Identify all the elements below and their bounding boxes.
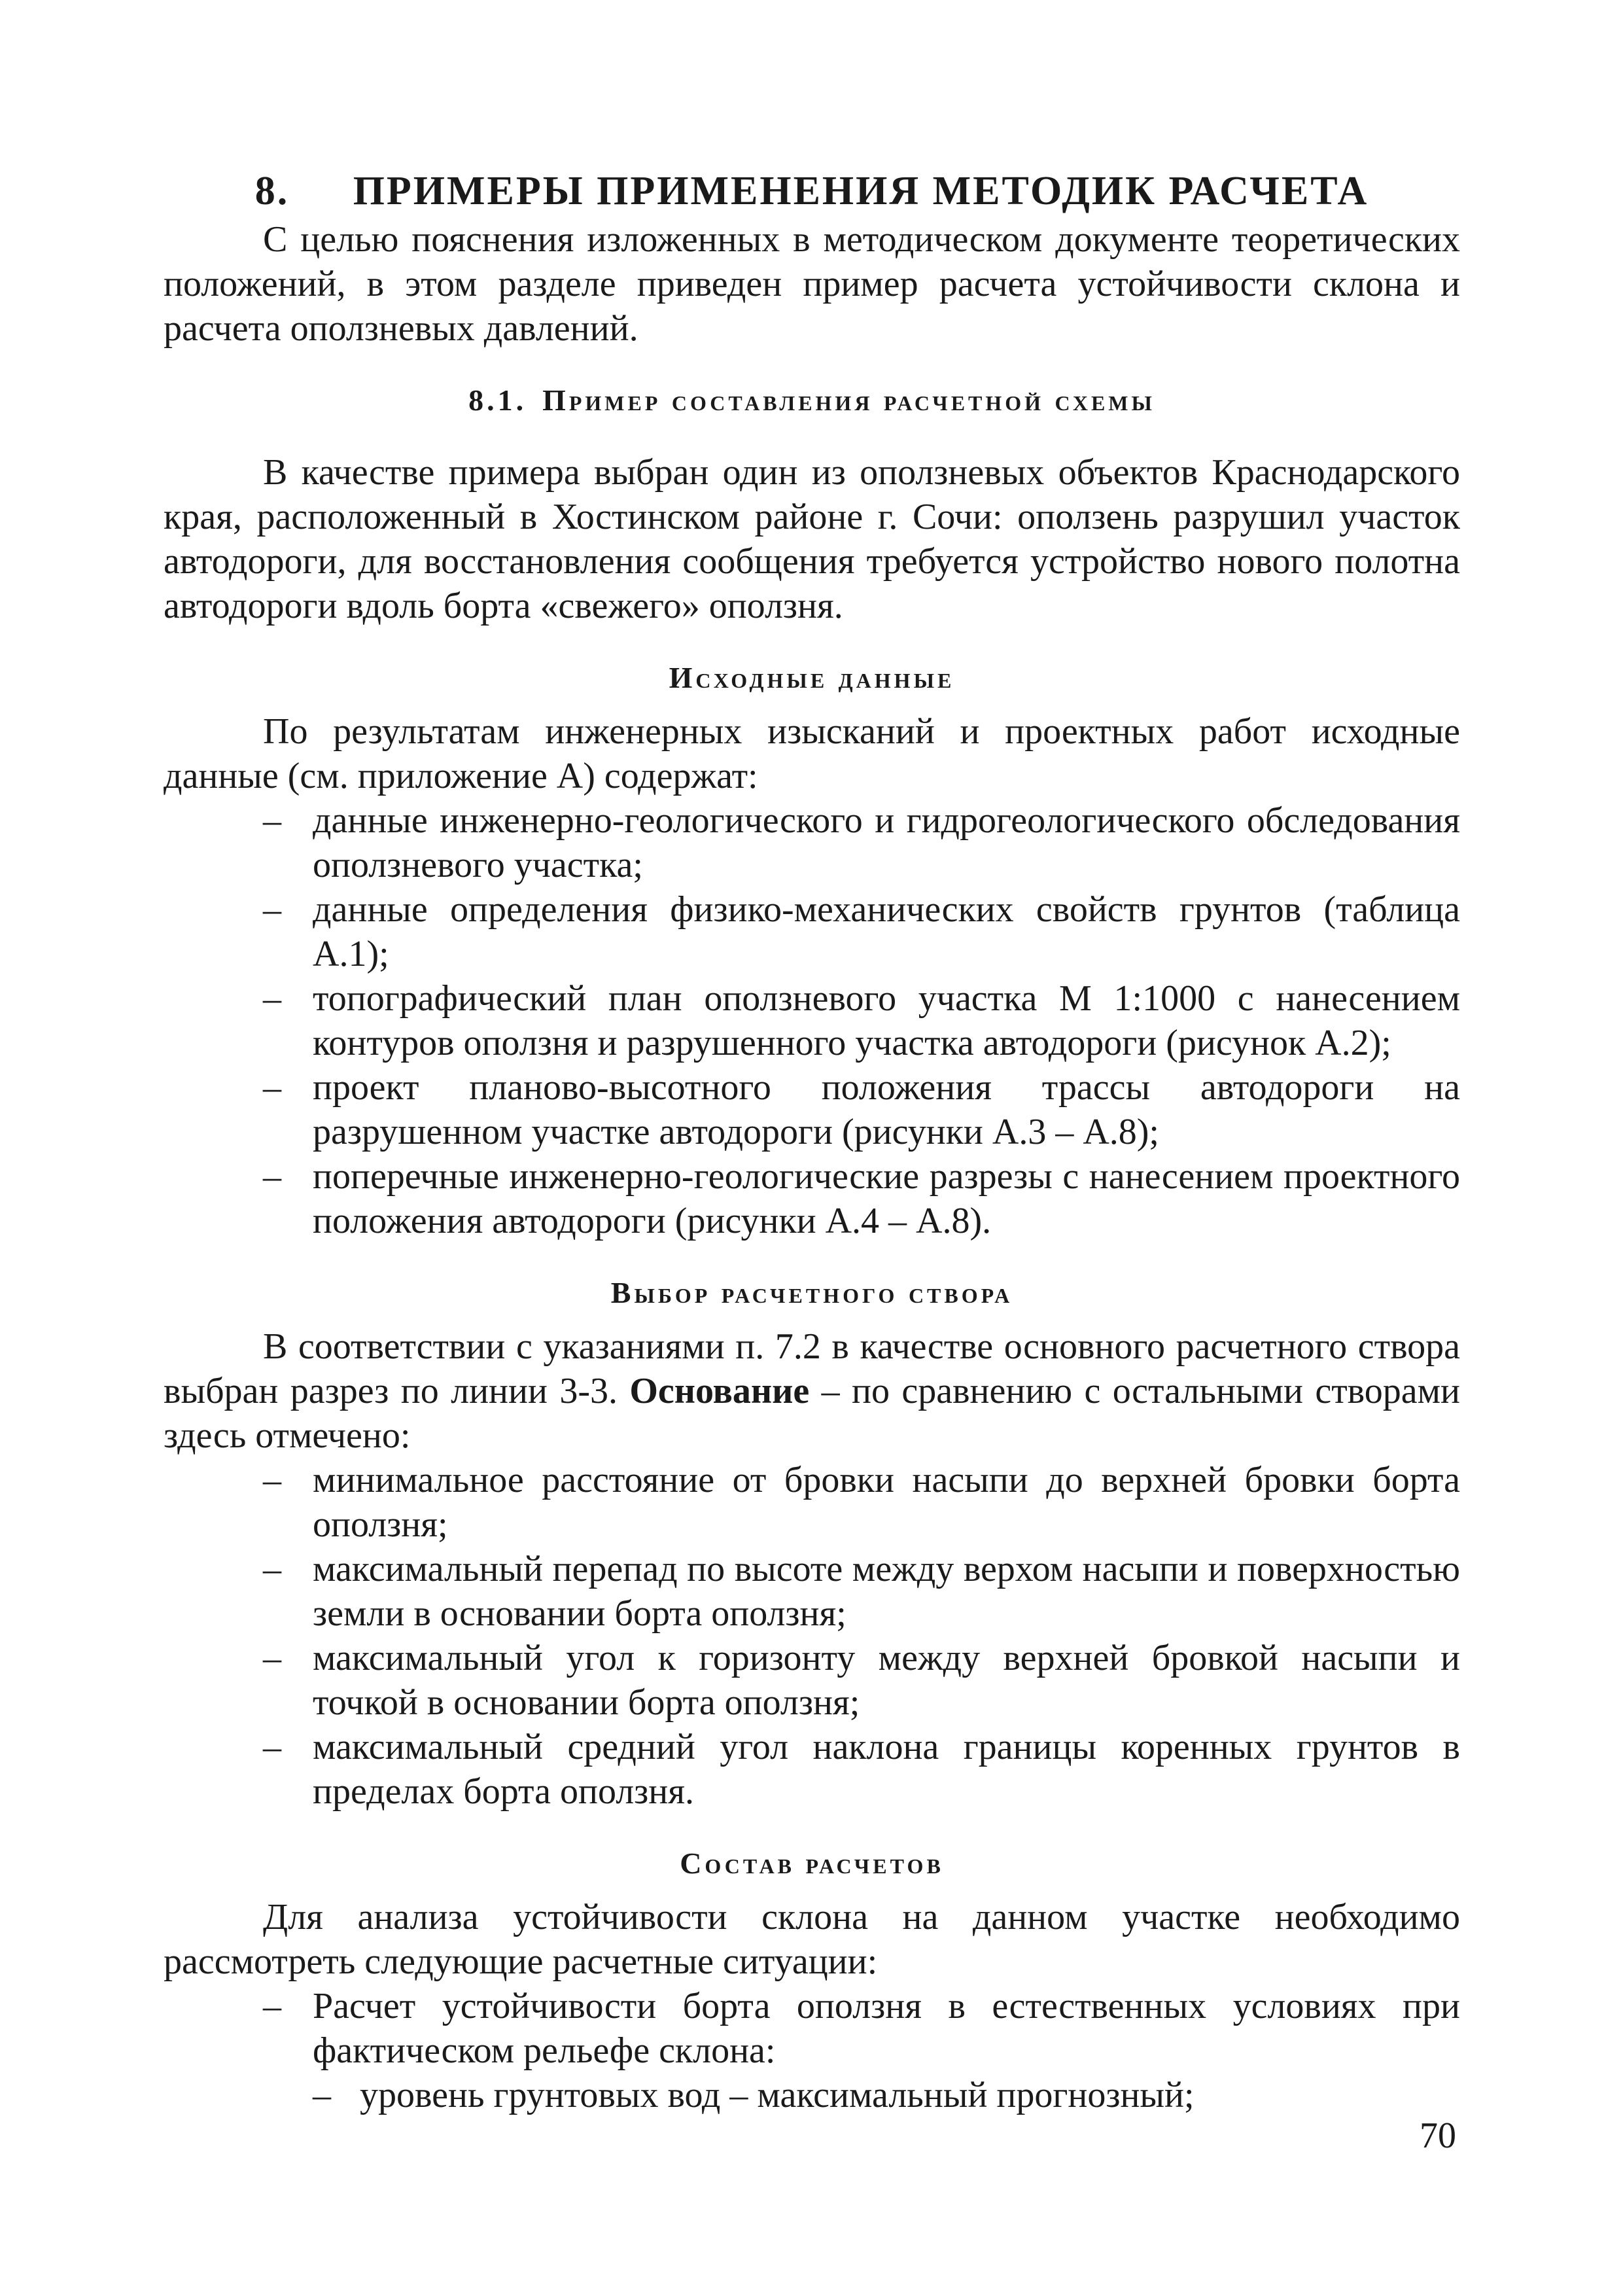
section-choice-text-start: В соответствии с указаниями п. 7.2 в качестве основного расчетного створа выбран разрез по линии 3-3. <box>164 1326 1460 1411</box>
list-item-text: уровень грунтовых вод – максимальный прогнозный; <box>360 2075 1195 2115</box>
section-choice-text-end: – по сравнению с остальными створами здесь отмечено: <box>164 1371 1460 1456</box>
list-item-text: максимальный угол к горизонту между верхней бровкой насыпи и точкой в основании борта оползня; <box>313 1638 1460 1723</box>
section-heading <box>164 165 1460 217</box>
list-item-text: максимальный перепад по высоте между верхом насыпи и поверхностью земли в основании борта оползня; <box>313 1549 1460 1634</box>
subsection-title: Пример составления расчетной схемы <box>542 383 1155 417</box>
list-item-text: проект планово-высотного положения трассы автодороги на разрушенном участке автодороги (рисунки А.3 – А.8); <box>313 1067 1460 1152</box>
initial-data-heading: Исходные данные <box>669 661 955 694</box>
dash-bullet: – <box>313 2075 331 2115</box>
list-item <box>164 2073 1460 2117</box>
list-item-text: минимальное расстояние от бровки насыпи до верхней бровки борта оползня; <box>313 1460 1460 1545</box>
section-title: ПРИМЕРЫ ПРИМЕНЕНИЯ МЕТОДИК РАСЧЕТА <box>353 169 1369 213</box>
list-item-text: топографический план оползневого участка М 1:1000 с нанесением контуров оползня и разрушенного участка автодороги (рисунок А.2); <box>313 978 1460 1063</box>
dash-bullet: – <box>263 1986 281 2026</box>
section-choice-paragraph <box>164 1324 1460 1458</box>
section-choice-bold-term: Основание <box>629 1371 810 1411</box>
dash-bullet: – <box>263 1727 281 1767</box>
calculations-sublist <box>164 2073 1460 2117</box>
calculations-heading: Состав расчетов <box>680 1846 944 1880</box>
subsection-heading <box>164 381 1460 420</box>
list-item <box>164 1154 1460 1243</box>
subsection-number: 8.1. <box>468 383 527 417</box>
list-item <box>164 1547 1460 1636</box>
dash-bullet: – <box>263 800 281 841</box>
dash-bullet: – <box>263 1638 281 1678</box>
subsection-paragraph: В качестве примера выбран один из оползневых объектов Краснодарского края, расположенный в Хостинском районе г. Сочи: оползень разрушил участок автодороги, для восстановления сообщения требуется устройство нового полотна автодороги вдоль борта «свежего» оползня. <box>164 452 1460 626</box>
initial-data-paragraph: По результатам инженерных изысканий и проектных работ исходные данные (см. приложение А) содержат: <box>164 711 1460 796</box>
initial-data-list <box>164 798 1460 1243</box>
dash-bullet: – <box>263 889 281 930</box>
calculations-list <box>164 1984 1460 2073</box>
document-page <box>164 165 1460 2117</box>
list-item <box>164 1725 1460 1814</box>
section-number: 8. <box>254 169 290 213</box>
list-item-text: максимальный средний угол наклона границы коренных грунтов в пределах борта оползня. <box>313 1727 1460 1812</box>
list-item-text: данные определения физико-механических свойств грунтов (таблица А.1); <box>313 889 1460 974</box>
dash-bullet: – <box>263 978 281 1019</box>
calculations-paragraph: Для анализа устойчивости склона на данном участке необходимо рассмотреть следующие расчетные ситуации: <box>164 1897 1460 1982</box>
section-choice-list <box>164 1458 1460 1814</box>
list-item <box>164 887 1460 976</box>
dash-bullet: – <box>263 1156 281 1197</box>
list-item-text: данные инженерно-геологического и гидрогеологического обследования оползневого участка; <box>313 800 1460 885</box>
list-item-text: Расчет устойчивости борта оползня в естественных условиях при фактическом рельефе склона: <box>313 1986 1460 2071</box>
dash-bullet: – <box>263 1067 281 1108</box>
dash-bullet: – <box>263 1549 281 1589</box>
list-item <box>164 1458 1460 1547</box>
list-item <box>164 1636 1460 1725</box>
list-item <box>164 1065 1460 1154</box>
page-number: 70 <box>1420 2115 1456 2156</box>
list-item <box>164 798 1460 887</box>
list-item <box>164 976 1460 1065</box>
section-choice-heading: Выбор расчетного створа <box>610 1276 1013 1309</box>
list-item <box>164 1984 1460 2073</box>
section-intro-paragraph: С целью пояснения изложенных в методическом документе теоретических положений, в этом разделе приведен пример расчета устойчивости склона и расчета оползневых давлений. <box>164 219 1460 349</box>
dash-bullet: – <box>263 1460 281 1500</box>
list-item-text: поперечные инженерно-геологические разрезы с нанесением проектного положения автодороги (рисунки А.4 – А.8). <box>313 1156 1460 1241</box>
